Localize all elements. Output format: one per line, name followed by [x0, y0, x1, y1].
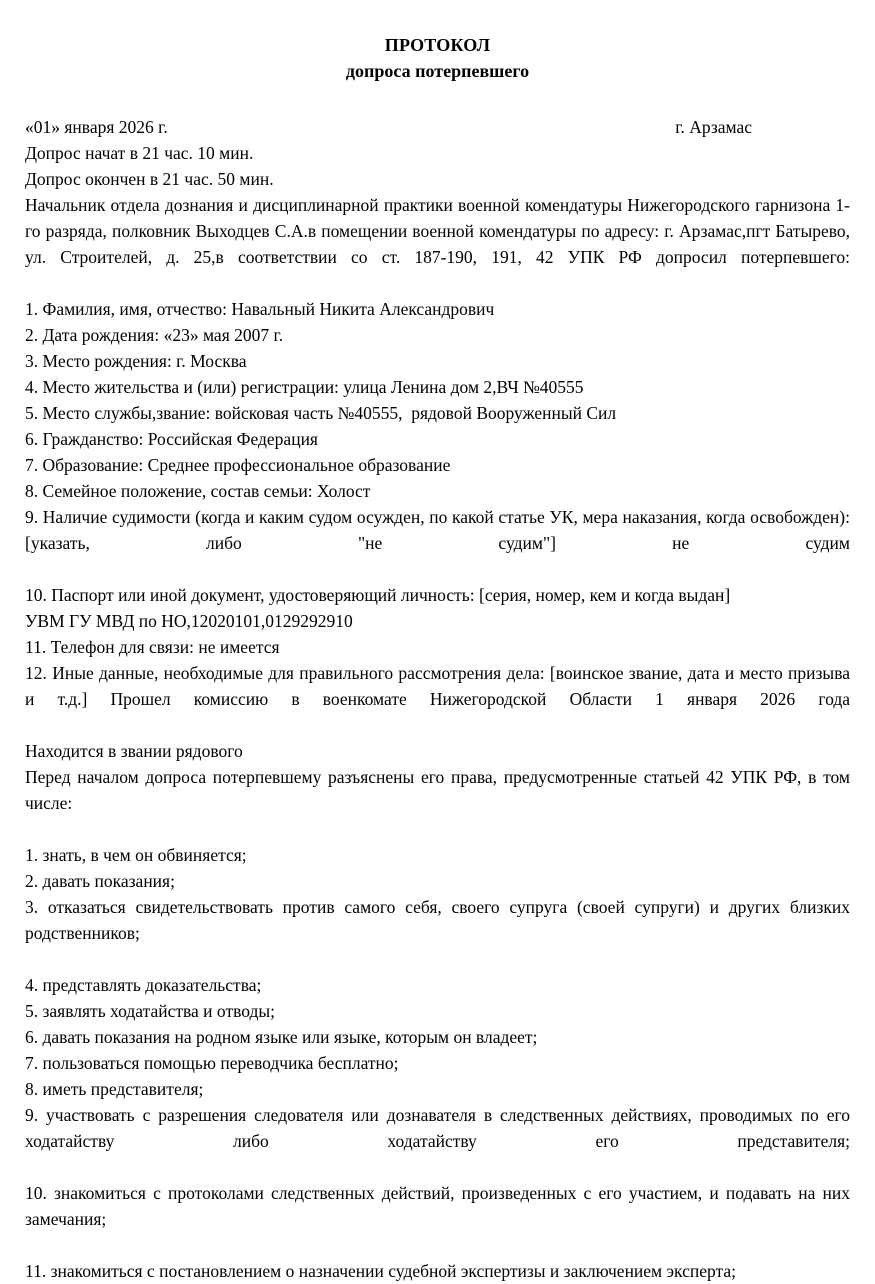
document-date: «01» января 2026 г.	[25, 117, 168, 137]
field-item-12-extra: Находится в звании рядового	[25, 741, 243, 761]
document-body	[25, 140, 850, 1284]
field-item-6: 6. Гражданство: Российская Федерация	[25, 429, 318, 449]
right-item-10: 10. знакомиться с протоколами следственных действий, произведенных с его участием, и подавать на них замечания;	[25, 1183, 850, 1229]
right-item-3: 3. отказаться свидетельствовать против самого себя, своего супруга (своей супруги) и других близких родственников;	[25, 897, 850, 943]
field-item-4: 4. Место жительства и (или) регистрации: улица Ленина дом 2,ВЧ №40555	[25, 377, 584, 397]
interrogation-end-time: Допрос окончен в 21 час. 50 мин.	[25, 169, 274, 189]
right-item-4: 4. представлять доказательства;	[25, 975, 262, 995]
rights-intro-paragraph: Перед началом допроса потерпевшему разъяснены его права, предусмотренные статьей 42 УПК РФ, в том числе:	[25, 767, 850, 813]
title-block	[25, 32, 850, 84]
right-item-9: 9. участвовать с разрешения следователя или дознавателя в следственных действиях, проводимых по его ходатайству либо ходатайству его представителя;	[25, 1105, 850, 1151]
right-item-1: 1. знать, в чем он обвиняется;	[25, 845, 247, 865]
field-item-2: 2. Дата рождения: «23» мая 2007 г.	[25, 325, 284, 345]
field-item-5: 5. Место службы,звание: войсковая часть №40555, рядовой Вооруженный Сил	[25, 403, 617, 423]
date-and-place-row	[25, 114, 850, 140]
field-item-7: 7. Образование: Среднее профессиональное образование	[25, 455, 451, 475]
preamble-paragraph: Начальник отдела дознания и дисциплинарной практики военной комендатуры Нижегородского гарнизона 1-го разряда, полковник Выходцев С.А.в помещении военной комендатуры по адресу: г. Арзамас,пгт Батырево, ул. Строителей, д. 25,в соответствии со ст. 187-190, 191, 42 УПК РФ допросил потерпевшего:	[25, 195, 850, 267]
page-title: ПРОТОКОЛ	[384, 35, 491, 55]
right-item-2: 2. давать показания;	[25, 871, 175, 891]
field-item-9: 9. Наличие судимости (когда и каким судом осужден, по какой статье УК, мера наказания, когда освобожден): [указать, либо "не судим"] не судим	[25, 507, 850, 553]
field-item-3: 3. Место рождения: г. Москва	[25, 351, 247, 371]
right-item-7: 7. пользоваться помощью переводчика бесплатно;	[25, 1053, 399, 1073]
right-item-8: 8. иметь представителя;	[25, 1079, 204, 1099]
field-item-8: 8. Семейное положение, состав семьи: Холост	[25, 481, 371, 501]
right-item-5: 5. заявлять ходатайства и отводы;	[25, 1001, 275, 1021]
page-subtitle: допроса потерпевшего	[345, 61, 530, 81]
field-item-10-line-2: УВМ ГУ МВД по НО,12020101,0129292910	[25, 611, 353, 631]
right-item-6: 6. давать показания на родном языке или языке, которым он владеет;	[25, 1027, 538, 1047]
interrogation-start-time: Допрос начат в 21 час. 10 мин.	[25, 143, 254, 163]
right-item-11: 11. знакомиться с постановлением о назначении судебной экспертизы и заключением эксперта;	[25, 1261, 736, 1281]
field-item-11: 11. Телефон для связи: не имеется	[25, 637, 280, 657]
document-city: г. Арзамас	[675, 117, 752, 137]
field-item-12: 12. Иные данные, необходимые для правильного рассмотрения дела: [воинское звание, дата и место призыва и т.д.] Прошел комиссию в военкомате Нижегородской Области 1 января 2026 года	[25, 663, 850, 709]
field-item-1: 1. Фамилия, имя, отчество: Навальный Никита Александрович	[25, 299, 495, 319]
field-item-10-line-1: 10. Паспорт или иной документ, удостоверяющий личность: [серия, номер, кем и когда выдан]	[25, 585, 731, 605]
